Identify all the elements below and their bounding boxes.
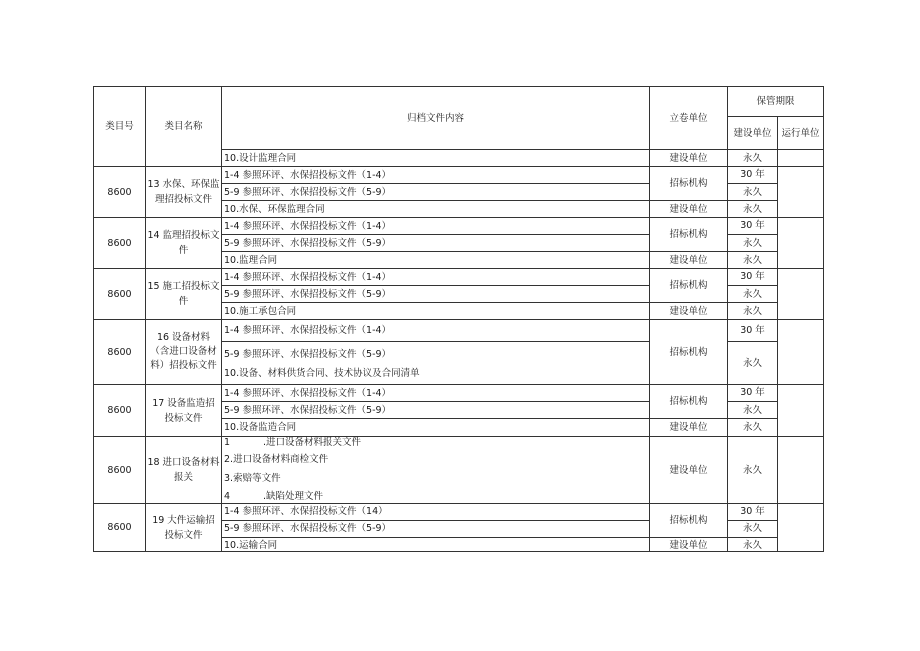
subrow-line: [727, 520, 777, 521]
subrow-line: [221, 418, 777, 419]
content-cell: .缺陷处理文件: [263, 491, 324, 502]
unit-cell: 建设单位: [669, 422, 708, 433]
subrow-line: [221, 520, 649, 521]
subrow-line: [727, 183, 777, 184]
subrow-line: [221, 302, 777, 303]
content-cell: 10.施工承包合同: [224, 306, 297, 317]
unit-cell: 招标机构: [669, 280, 708, 291]
category-name: [146, 385, 221, 436]
period-cell: 30 年: [740, 387, 765, 398]
content-cell: 5-9 参照环评、水保招投标文件（5-9）: [224, 289, 392, 300]
category-id: 8600: [107, 464, 132, 476]
header-run-unit: 运行单位: [781, 127, 820, 139]
category-name: [146, 437, 221, 503]
header-category-id: 类目号: [105, 121, 134, 132]
header-bottom: [221, 149, 824, 150]
period-cell: 30 年: [740, 220, 765, 231]
category-name-line: 料）招投标文件: [150, 360, 217, 371]
category-id: 8600: [107, 522, 132, 533]
period-cell: 永久: [742, 204, 762, 215]
unit-cell: 建设单位: [669, 540, 708, 551]
unit-cell: 招标机构: [669, 515, 708, 526]
content-cell: 10.设备、材料供货合同、技术协议及合同清单: [224, 368, 420, 379]
category-id: 8600: [107, 288, 132, 300]
subrow-line: [727, 401, 777, 402]
unit-cell: 招标机构: [669, 229, 708, 240]
period-cell: 永久: [742, 540, 762, 551]
unit-cell: 招标机构: [669, 396, 708, 407]
content-cell: 5-9 参照环评、水保招投标文件（5-9）: [224, 523, 392, 534]
content-item-number: 4: [224, 491, 231, 502]
category-name-line: 19 大件运输招: [152, 514, 215, 526]
subrow-line: [221, 285, 649, 286]
content-cell: 1-4 参照环评、水保招投标文件（1-4）: [224, 272, 392, 283]
unit-cell: 招标机构: [669, 178, 708, 189]
category-id: 8600: [107, 405, 132, 416]
content-cell: .进口设备材料报关文件: [263, 437, 362, 448]
period-cell: 永久: [742, 523, 762, 534]
period-cell: 永久: [742, 238, 762, 249]
period-cell: 永久: [742, 187, 762, 198]
category-id: 8600: [107, 237, 132, 249]
header-content: 归档文件内容: [406, 112, 464, 124]
subrow-line: [221, 234, 649, 235]
category-name: [146, 167, 221, 217]
content-cell: 5-9 参照环评、水保招投标文件（5-9）: [224, 187, 392, 198]
subrow-line: [727, 285, 777, 286]
content-cell: 5-9 参照环评、水保招投标文件（5-9）: [224, 349, 392, 360]
period-cell: 永久: [742, 153, 762, 164]
divider-build-run: [777, 116, 778, 552]
content-cell: 1-4 参照环评、水保招投标文件（1-4）: [224, 221, 392, 232]
period-cell: 30 年: [740, 325, 765, 336]
content-cell: 10.设备监造合同: [224, 422, 297, 433]
category-name-line: （含进口设备材: [150, 346, 217, 357]
unit-cell: 建设单位: [669, 204, 708, 215]
unit-cell: 招标机构: [669, 346, 708, 358]
category-name-line: 件: [178, 296, 189, 307]
content-item-number: 1: [224, 437, 231, 448]
subrow-line: [221, 401, 649, 402]
subrow-line: [221, 251, 777, 252]
period-cell: 30 年: [740, 271, 765, 282]
subrow-line: [221, 341, 649, 342]
content-cell: 1-4 参照环评、水保招投标文件（14）: [224, 506, 388, 517]
category-name-line: 投标文件: [164, 412, 203, 424]
period-cell: 永久: [742, 306, 762, 317]
period-cell: 永久: [742, 357, 762, 369]
unit-cell: 建设单位: [669, 255, 708, 266]
content-cell: 5-9 参照环评、水保招投标文件（5-9）: [224, 405, 392, 416]
category-id: 8600: [107, 186, 132, 198]
unit-cell: 建设单位: [669, 464, 708, 476]
category-name-line: 理招投标文件: [154, 194, 212, 205]
content-cell: 1-4 参照环评、水保招投标文件（1-4）: [224, 325, 392, 336]
header-retention-period: 保管期限: [756, 96, 795, 107]
content-cell: 10.运输合同: [224, 540, 278, 551]
category-name-line: 18 进口设备材料: [147, 457, 220, 468]
period-cell: 30 年: [740, 169, 765, 180]
content-cell: 5-9 参照环评、水保招投标文件（5-9）: [224, 238, 392, 249]
content-cell: 3.索赔等文件: [224, 473, 281, 484]
period-cell: 永久: [742, 422, 762, 433]
content-cell: 2.进口设备材料商检文件: [224, 454, 329, 465]
subrow-line: [221, 183, 649, 184]
period-cell: 永久: [742, 289, 762, 300]
category-name-line: 15 施工招投标文: [147, 281, 220, 292]
content-cell: 1-4 参照环评、水保招投标文件（1-4）: [224, 170, 392, 181]
category-name-line: 13 水保、环保监: [147, 179, 220, 190]
subrow-line: [221, 537, 777, 538]
subrow-line: [221, 200, 777, 201]
header-filing-unit: 立卷单位: [669, 112, 708, 124]
category-name: [146, 320, 221, 384]
period-cell: 30 年: [740, 506, 765, 517]
unit-cell: 建设单位: [669, 306, 708, 317]
category-name-line: 14 监理招投标文: [147, 230, 220, 241]
category-name-line: 17 设备监造招: [152, 397, 215, 409]
archive-table: [93, 86, 824, 552]
category-name: [146, 504, 221, 551]
period-cell: 永久: [742, 464, 762, 476]
period-cell: 永久: [742, 405, 762, 416]
content-cell: 1-4 参照环评、水保招投标文件（1-4）: [224, 388, 392, 399]
category-name: [146, 218, 221, 268]
category-name-line: 件: [178, 245, 189, 256]
category-name-line: 报关: [173, 472, 193, 483]
header-build-unit: 建设单位: [733, 127, 772, 139]
category-id: 8600: [107, 346, 132, 358]
unit-cell: 建设单位: [669, 153, 708, 164]
category-name: [146, 269, 221, 319]
content-cell: 10.设计监理合同: [224, 153, 297, 164]
category-name-line: 投标文件: [164, 529, 203, 541]
period-cell: 永久: [742, 255, 762, 266]
subrow-line: [727, 234, 777, 235]
content-cell: 10.监理合同: [224, 255, 278, 266]
header-category-name: 类目名称: [164, 121, 203, 132]
category-name-line: 16 设备材料: [156, 332, 211, 343]
content-cell: 10.水保、环保监理合同: [224, 204, 325, 215]
